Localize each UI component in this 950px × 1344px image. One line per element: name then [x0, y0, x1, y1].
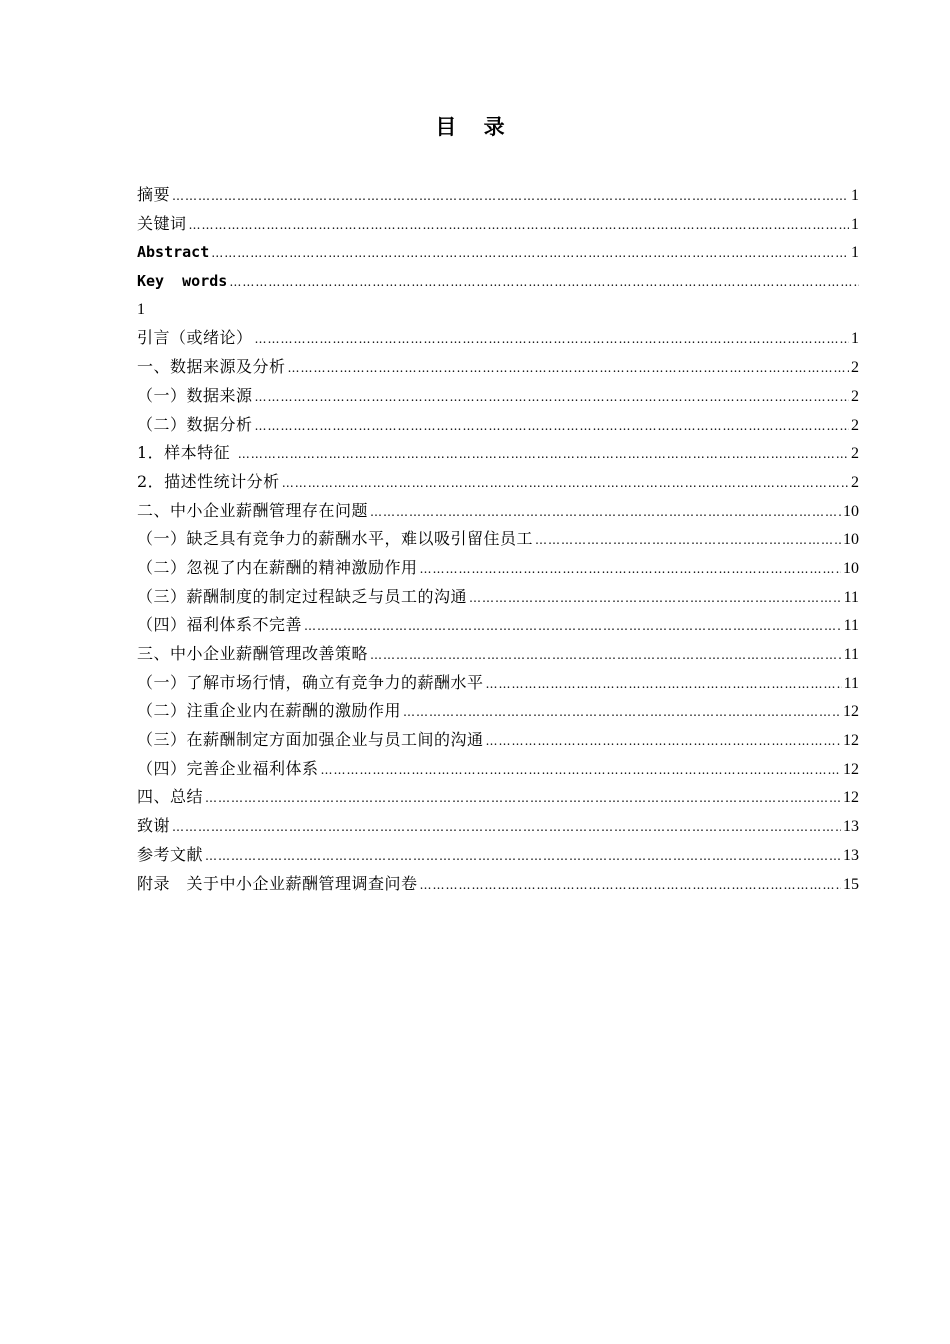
toc-entry-page: 11 [843, 646, 859, 663]
toc-entry[interactable] [137, 669, 859, 698]
toc-entry[interactable] [137, 439, 859, 468]
toc-entry-page: 11 [843, 617, 859, 635]
toc-entry-label: （二）忽视了内在薪酬的精神激励作用 [137, 557, 418, 577]
toc-entry-label: Abstract [137, 243, 210, 262]
toc-entry-label: 附录 关于中小企业薪酬管理调查问卷 [137, 873, 418, 893]
toc-entry-page: 10 [843, 559, 859, 577]
toc-entry-label: 1．样本特征 [137, 443, 236, 463]
toc-entry-page: 2 [851, 473, 859, 491]
toc-entry-page: 13 [843, 818, 859, 836]
toc-leader-dots [304, 612, 842, 641]
toc-entry[interactable] [137, 783, 859, 812]
toc-entry-page: 2 [851, 387, 859, 405]
toc-entry-label: 三、中小企业薪酬管理改善策略 [137, 644, 369, 663]
toc-entry-label: （四）完善企业福利体系 [137, 758, 319, 778]
toc-entry-page: 10 [843, 531, 859, 549]
toc-leader-dots [211, 239, 849, 268]
toc-entry[interactable] [137, 640, 859, 669]
toc-entry-page: 11 [843, 674, 859, 692]
toc-leader-dots [255, 412, 849, 441]
toc-entry-page: 1 [851, 244, 859, 262]
toc-leader-dots [255, 383, 849, 412]
toc-entry-label: （二）注重企业内在薪酬的激励作用 [137, 701, 402, 721]
toc-leader-dots [486, 670, 842, 699]
toc-entry[interactable] [137, 238, 859, 267]
toc-entry-label: 二、中小企业薪酬管理存在问题 [137, 500, 369, 520]
toc-entry-page: 2 [851, 359, 859, 377]
page-title: 目 录 [435, 115, 515, 139]
toc-entry[interactable] [137, 210, 859, 239]
toc-entry-label: Key words [137, 272, 228, 291]
toc-entry[interactable] [137, 870, 859, 899]
toc-entry-page: 10 [843, 502, 859, 520]
toc-leader-dots [420, 871, 841, 900]
toc-leader-dots [370, 498, 841, 527]
toc-entry-page: 12 [843, 732, 859, 750]
toc-entry-label: 一、数据来源及分析 [137, 357, 286, 377]
toc-entry[interactable] [137, 611, 859, 640]
toc-leader-dots [229, 268, 859, 297]
toc-entry-label: 关键词 [137, 213, 187, 233]
toc-entry[interactable] [137, 841, 859, 870]
toc-entry-page: 12 [843, 703, 859, 721]
toc-entry[interactable] [137, 554, 859, 583]
toc-entry-label: （三）薪酬制度的制定过程缺乏与员工的沟通 [137, 586, 468, 606]
toc-entry-page: 15 [843, 875, 859, 893]
toc-entry[interactable] [137, 525, 859, 554]
table-of-contents [137, 181, 859, 898]
toc-entry[interactable] [137, 267, 859, 296]
toc-leader-dots [486, 727, 841, 756]
toc-entry-page: 12 [843, 789, 859, 807]
toc-entry[interactable] [137, 583, 859, 612]
toc-leader-dots [420, 555, 841, 584]
toc-leader-dots [172, 182, 849, 211]
toc-entry-page: 1 [137, 300, 145, 318]
toc-entry-label: 参考文献 [137, 844, 204, 864]
toc-entry-page: 1 [851, 215, 859, 233]
toc-entry[interactable] [137, 812, 859, 841]
toc-entry[interactable] [137, 181, 859, 210]
toc-entry-label: （三）在薪酬制定方面加强企业与员工间的沟通 [137, 730, 484, 750]
toc-entry-page: 1 [851, 330, 859, 348]
toc-leader-dots [370, 641, 842, 670]
toc-entry[interactable] [137, 382, 859, 411]
toc-entry-page: 13 [843, 846, 859, 864]
toc-entry-label: 引言（或绪论） [137, 328, 253, 348]
toc-entry[interactable] [137, 353, 859, 382]
toc-leader-dots [321, 756, 841, 785]
toc-entry-label: 2．描述性统计分析 [137, 471, 280, 491]
toc-entry-page: 12 [843, 760, 859, 778]
toc-leader-dots [469, 584, 842, 613]
toc-entry[interactable] [137, 697, 859, 726]
toc-entry-label: 致谢 [137, 816, 171, 836]
toc-entry-label: （一）数据来源 [137, 385, 253, 405]
toc-leader-dots [282, 469, 849, 498]
toc-entry[interactable] [137, 468, 859, 497]
toc-entry[interactable] [137, 755, 859, 784]
toc-entry-label: （四）福利体系不完善 [137, 615, 303, 635]
toc-leader-dots [255, 325, 849, 354]
toc-entry-label: 四、总结 [137, 787, 204, 807]
toc-entry-label: （二）数据分析 [137, 414, 253, 434]
toc-leader-dots [535, 526, 841, 555]
toc-entry-label: （一）了解市场行情，确立有竞争力的薪酬水平 [137, 672, 484, 692]
toc-entry-page: 1 [851, 187, 859, 204]
toc-leader-dots [238, 440, 849, 469]
toc-entry[interactable] [137, 411, 859, 440]
toc-leader-dots [205, 842, 841, 871]
toc-entry-page: 11 [843, 588, 859, 606]
toc-leader-dots [172, 813, 841, 842]
toc-entry-label: （一）缺乏具有竞争力的薪酬水平，难以吸引留住员工 [137, 529, 534, 549]
toc-leader-dots [205, 784, 841, 813]
toc-leader-dots [403, 698, 841, 727]
toc-entry-label: 摘要 [137, 185, 171, 204]
toc-entry[interactable] [137, 324, 859, 353]
toc-entry[interactable] [137, 726, 859, 755]
toc-leader-dots [189, 211, 849, 240]
toc-entry-page: 2 [851, 445, 859, 463]
toc-entry[interactable] [137, 497, 859, 526]
toc-leader-dots [288, 354, 849, 383]
toc-entry-page: 2 [851, 416, 859, 434]
